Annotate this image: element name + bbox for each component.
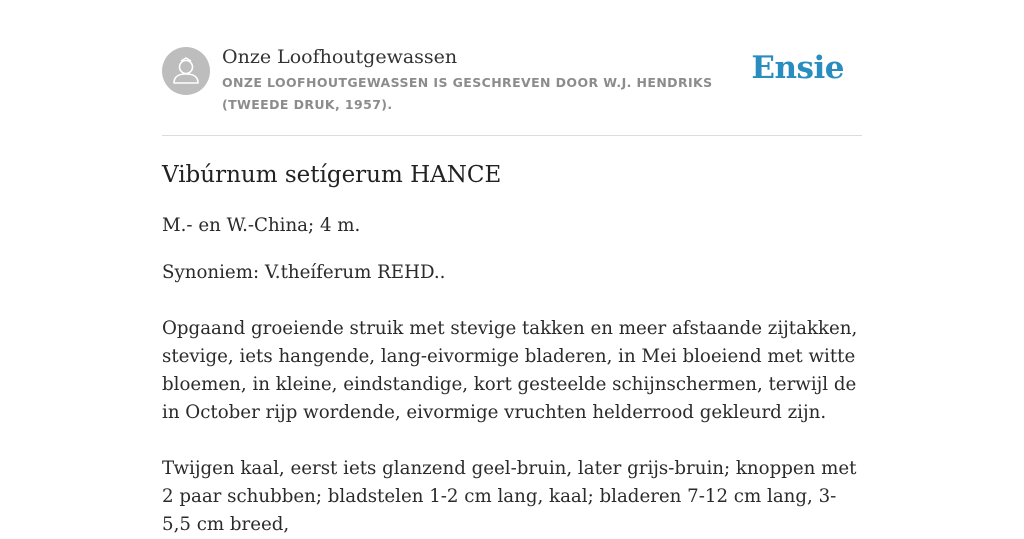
source-header xyxy=(162,0,862,136)
ensie-logo[interactable]: Ensie xyxy=(751,50,844,86)
source-description: ONZE LOOFHOUTGEWASSEN IS GESCHREVEN DOOR W.J. HENDRIKS (TWEEDE DRUK, 1957). xyxy=(222,75,713,112)
entry-region: M.- en W.-China; 4 m. xyxy=(162,215,361,236)
entry-content xyxy=(162,136,862,539)
user-icon xyxy=(162,47,210,95)
entry-description: Opgaand groeiende struik met stevige takken en meer afstaande zijtakken, stevige, iets hangende, lang-eivormige bladeren, in Mei bloeiend met witte bloemen, in kleine, eindstandige, kort gesteelde schijnschermen, terwijl de in October rijp wordende, eivormige vruchten helderrood gekleurd zijn. xyxy=(162,318,858,423)
entry-twigs: Twijgen kaal, eerst iets glanzend geel-bruin, later grijs-bruin; knoppen met 2 paar schubben; bladstelen 1-2 cm lang, kaal; bladeren 7-12 cm lang, 3- 5,5 cm breed, xyxy=(162,458,857,535)
source-title[interactable]: Onze Loofhoutgewassen xyxy=(222,46,458,68)
entry-synonym: Synoniem: V.theíferum REHD.. xyxy=(162,262,446,283)
source-avatar[interactable] xyxy=(162,47,210,95)
page xyxy=(162,0,862,539)
entry-title: Vibúrnum setígerum HANCE xyxy=(162,162,502,188)
